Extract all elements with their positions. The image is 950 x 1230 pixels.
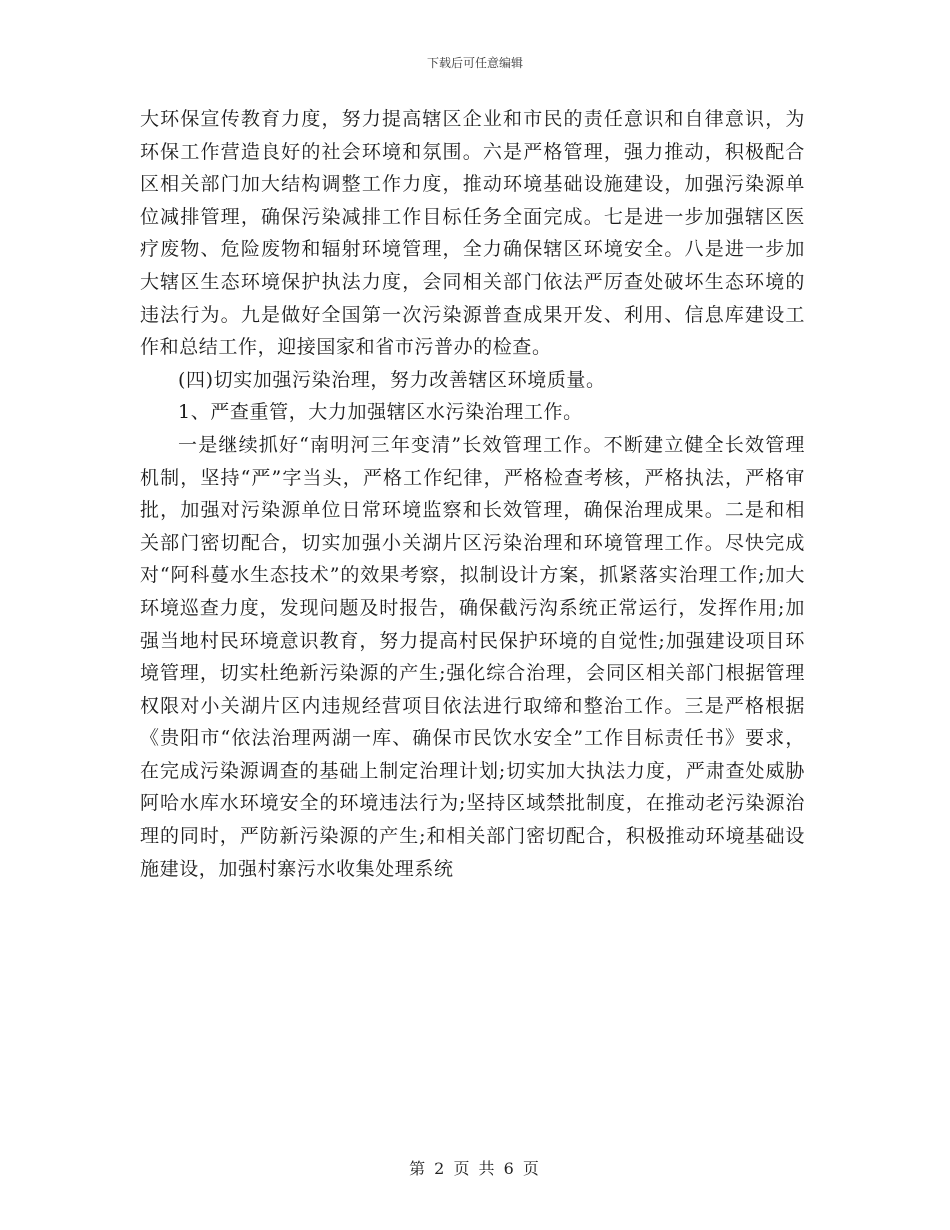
body-paragraph-2: 一是继续抓好“南明河三年变清”长效管理工作。不断建立健全长效管理机制，坚持“严”字当头，严格工作纪律，严格检查考核，严格执法，严格审批，加强对污染源单位日常环境监察和长效管理，确保治理成果。二是和相关部门密切配合，切实加强小关湖片区污染治理和环境管理工作。尽快完成对“阿科蔓水生态技术”的效果考察，拟制设计方案，抓紧落实治理工作;加大环境巡查力度，发现问题及时报告，确保截污沟系统正常运行，发挥作用;加强当地村民环境意识教育，努力提高村民保护环境的自觉性;加强建设项目环境管理，切实杜绝新污染源的产生;强化综合治理，会同区相关部门根据管理权限对小关湖片区内违规经营项目依法进行取缔和整治工作。三是严格根据《贵阳市“依法治理两湖一库、确保市民饮水安全”工作目标责任书》要求，在完成污染源调查的基础上制定治理计划;切实加大执法力度，严肃查处威胁阿哈水库水环境安全的环境违法行为;坚持区域禁批制度，在推动老污染源治理的同时，严防新污染源的产生;和相关部门密切配合，积极推动环境基础设施建设，加强村寨污水收集处理系统 (140, 433, 805, 880)
page-header: 下载后可任意编辑 (426, 56, 523, 70)
page-number: 第 2 页 共 6 页 (409, 1159, 541, 1178)
body-paragraph-1: 大环保宣传教育力度，努力提高辖区企业和市民的责任意识和自律意识，为环保工作营造良好的社会环境和氛围。六是严格管理，强力推动，积极配合区相关部门加大结构调整工作力度，推动环境基础设施建设，加强污染源单位减排管理，确保污染减排工作目标任务全面完成。七是进一步加强辖区医疗废物、危险废物和辐射环境管理，全力确保辖区环境安全。八是进一步加大辖区生态环境保护执法力度，会同相关部门依法严厉查处破坏生态环境的违法行为。九是做好全国第一次污染源普查成果开发、利用、信息库建设工作和总结工作，迎接国家和省市污普办的检查。 (140, 108, 805, 359)
section-heading-4: (四)切实加强污染治理，努力改善辖区环境质量。 (178, 368, 606, 391)
subsection-heading-1: 1、严查重管，大力加强辖区水污染治理工作。 (178, 401, 583, 424)
document-body (140, 103, 805, 885)
